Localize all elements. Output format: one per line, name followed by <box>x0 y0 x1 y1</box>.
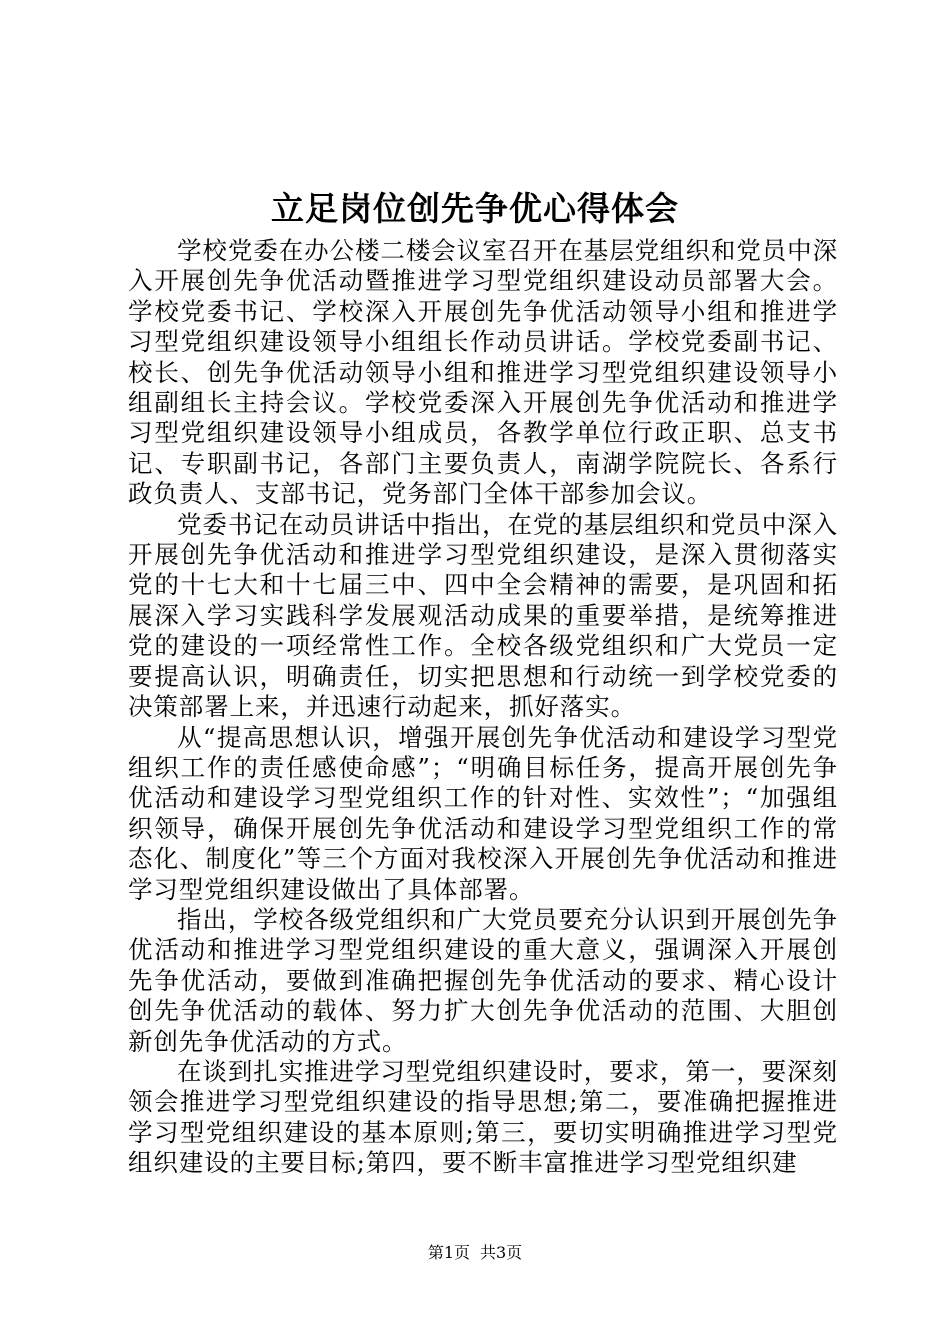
paragraph: 学校党委在办公楼二楼会议室召开在基层党组织和党员中深入开展创先争优活动暨推进学习型党组织建设动员部署大会。学校党委书记、学校深入开展创先争优活动领导小组和推进学习型党组织建设领导小组组长作动员讲话。学校党委副书记、校长、创先争优活动领导小组和推进学习型党组织建设领导小组副组长主持会议。学校党委深入开展创先争优活动和推进学习型党组织建设领导小组成员，各教学单位行政正职、总支书记、专职副书记，各部门主要负责人，南湖学院院长、各系行政负责人、支部书记，党务部门全体干部参加会议。 <box>128 236 838 509</box>
page-number-current: 第1页 <box>427 1243 470 1262</box>
document-title: 立足岗位创先争优心得体会 <box>271 189 679 228</box>
paragraph: 指出，学校各级党组织和广大党员要充分认识到开展创先争优活动和推进学习型党组织建设的重大意义，强调深入开展创先争优活动，要做到准确把握创先争优活动的要求、精心设计创先争优活动的载体、努力扩大创先争优活动的范围、大胆创新创先争优活动的方式。 <box>128 904 838 1056</box>
page-number-total: 共3页 <box>480 1243 523 1262</box>
paragraph: 在谈到扎实推进学习型党组织建设时，要求，第一，要深刻领会推进学习型党组织建设的指导思想;第二，要准确把握推进学习型党组织建设的基本原则;第三，要切实明确推进学习型党组织建设的主要目标;第四，要不断丰富推进学习型党组织建 <box>128 1056 838 1178</box>
document-body <box>128 236 838 1179</box>
paragraph: 从“提高思想认识，增强开展创先争优活动和建设学习型党组织工作的责任感使命感”；“明确目标任务，提高开展创先争优活动和建设学习型党组织工作的针对性、实效性”；“加强组织领导，确保开展创先争优活动和建设学习型党组织工作的常态化、制度化”等三个方面对我校深入开展创先争优活动和推进学习型党组织建设做出了具体部署。 <box>128 722 838 904</box>
paragraph: 党委书记在动员讲话中指出，在党的基层组织和党员中深入开展创先争优活动和推进学习型党组织建设，是深入贯彻落实党的十七大和十七届三中、四中全会精神的需要，是巩固和拓展深入学习实践科学发展观活动成果的重要举措，是统筹推进党的建设的一项经常性工作。全校各级党组织和广大党员一定要提高认识，明确责任，切实把思想和行动统一到学校党委的决策部署上来，并迅速行动起来，抓好落实。 <box>128 509 838 722</box>
page-footer <box>0 1242 950 1264</box>
